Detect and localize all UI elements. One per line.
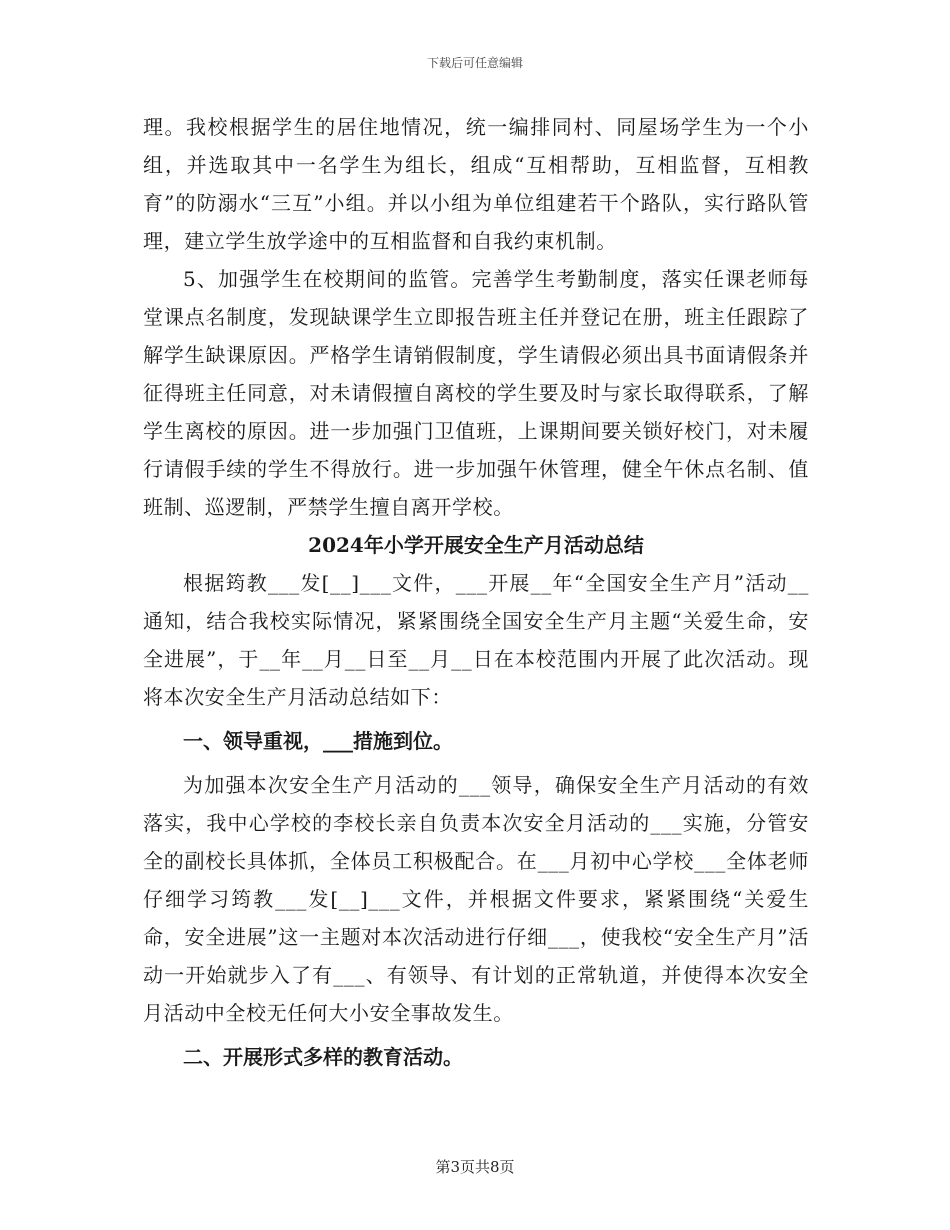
section-heading-1: 一、领导重视，___措施到位。 <box>183 729 453 753</box>
page-header: 下载后可任意编辑 <box>426 56 523 70</box>
paragraph-continuation: 理。我校根据学生的居住地情况，统一编排同村、同屋场学生为一个小组，并选取其中一名学生为组长，组成“互相帮助，互相监督，互相教育”的防溺水“三互”小组。并以小组为单位组建若干个路队，实行路队管理，建立学生放学途中的互相监督和自我约束机制。 <box>143 115 809 253</box>
document-title: 2024年小学开展安全生产月活动总结 <box>308 533 644 557</box>
paragraph-intro: 根据筠教___发[__]___文件，___开展__年“全国安全生产月”活动__通知，结合我校实际情况，紧紧围绕全国安全生产月主题“关爱生命，安全进展”，于__年__月__日至__月__日在本校范围内开展了此次活动。现将本次安全生产月活动总结如下： <box>143 571 809 709</box>
document-body <box>143 108 809 1082</box>
paragraph-item-5: 5、加强学生在校期间的监管。完善学生考勤制度，落实任课老师每堂课点名制度，发现缺课学生立即报告班主任并登记在册，班主任跟踪了解学生缺课原因。严格学生请销假制度，学生请假必须出具书面请假条并征得班主任同意，对未请假擅自离校的学生要及时与家长取得联系，了解学生离校的原因。进一步加强门卫值班，上课期间要关锁好校门，对未履行请假手续的学生不得放行。进一步加强午休管理，健全午休点名制、值班制、巡逻制，严禁学生擅自离开学校。 <box>143 267 809 519</box>
paragraph-section-1: 为加强本次安全生产月活动的___领导，确保安全生产月活动的有效落实，我中心学校的李校长亲自负责本次安全月活动的___实施，分管安全的副校长具体抓，全体员工积极配合。在___月初中心学校___全体老师仔细学习筠教___发[__]___文件，并根据文件要求，紧紧围绕“关爱生命，安全进展”这一主题对本次活动进行仔细___，使我校“安全生产月”活动一开始就步入了有___、有领导、有计划的正常轨道，并使得本次安全月活动中全校无任何大小安全事故发生。 <box>143 773 809 1025</box>
page-footer: 第3页共8页 <box>435 1158 515 1176</box>
section-heading-2: 二、开展形式多样的教育活动。 <box>183 1045 463 1069</box>
